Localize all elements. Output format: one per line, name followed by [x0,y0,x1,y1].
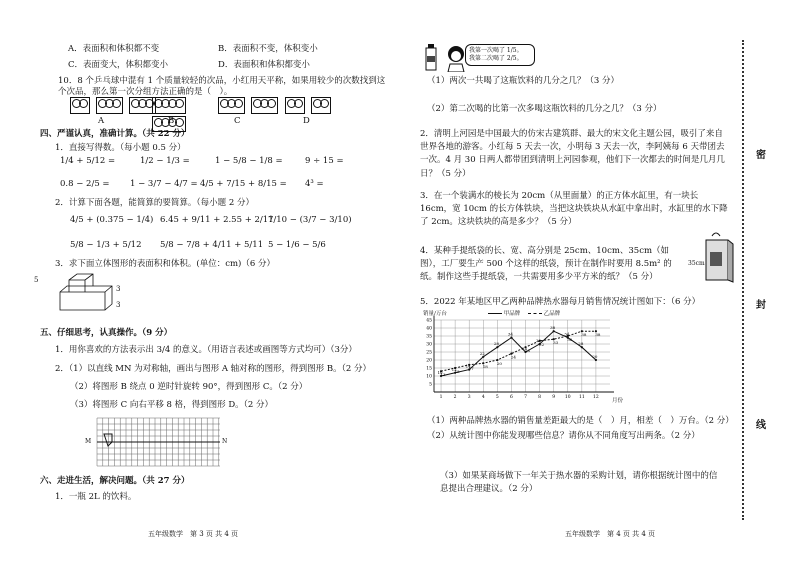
data-label: 28 [578,341,584,347]
speech-line-2: 我第二次喝了 2/5。 [469,54,523,62]
s5-q2c: （3）将图形 C 向右平移 8 格，得到图形 D。（2 分） [70,400,274,410]
s4-q2-instruction: 2．计算下面各题，能简算的要简算。（每小题 2 分） [55,198,254,208]
y-tick-label: 40 [426,326,432,332]
s4-q2-item: 5 − 1/6 − 5/6 [268,240,326,250]
chart-series [440,330,597,377]
edge-mark: 封 [756,300,766,311]
x-tick-label: 7 [524,395,527,400]
r-q5-2: （2）从统计图中你能发现哪些信息？请你从不同角度写出两条。（2 分） [427,431,700,441]
y-tick-label: 5 [429,382,432,388]
grid-label-m: M [85,438,92,445]
data-point [595,359,597,361]
s4-q1-instruction: 1．直接写得数。（每小题 0.5 分） [55,143,186,153]
y-tick-label: 45 [426,318,432,324]
r-q1a: （1）两次一共喝了这瓶饮料的几分之几？（3 分） [427,76,620,86]
s4-q3-instruction: 3．求下面立体图形的表面积和体积。(单位：cm)（6 分） [55,259,275,269]
data-label: 25 [521,346,528,351]
legend-b: 乙品牌 [543,311,561,317]
x-tick-label: 2 [453,395,457,400]
edge-mark: 密 [756,150,766,161]
solid-figure [55,272,125,314]
x-tick-label: 6 [510,395,513,400]
q10-label-d: D [303,116,310,126]
x-tick-label: 9 [552,395,556,400]
q10-label-b: B [168,116,175,126]
data-label: 38 [595,332,601,338]
chart-ylabel: 销量/万台 [423,311,447,317]
speech-line-1: 我第一次喝了 1/5。 [469,47,523,54]
x-tick-label: 4 [481,395,485,400]
data-point [510,337,512,339]
q10-label-a: A [98,116,105,126]
s4-q2-item: 5/8 − 1/3 + 5/12 [70,240,142,250]
data-label: 24 [510,354,516,360]
page-footer-left: 五年级数学 第 3 页 共 4 页 [148,530,239,538]
r-q1b: （2）第二次喝的比第一次多喝这瓶饮料的几分之几？（3 分） [427,104,662,114]
chart-yticks [426,318,432,388]
chart-legend [488,311,560,318]
y-tick-label: 35 [426,334,432,340]
data-label: 28 [493,341,499,347]
chart-xlabel: 月份 [612,398,624,404]
data-label: 10 [437,370,443,375]
y-tick-label: 30 [426,342,432,348]
r-q3: 3．在一个装满水的棱长为 20cm（从里面量）的正方体水缸里，有一块长 16cm，宽 10cm 的长方体铁块，当把这块铁块从水缸中拿出时，水缸里的水下降了 2cm。这块铁块的高是多少？（5 分） [420,191,728,228]
data-point [581,346,583,348]
data-label: 35 [567,337,573,342]
chart-xticks [440,394,599,400]
data-label: 28 [524,348,531,354]
q10-text: 10．8 个乒乓球中混有 1 个质量较轻的次品，小红用天平称，如果用较少的次数找到这个次品，那么第一次分组方法正确的是（ ）。 [58,76,386,97]
paper-bag-illustration [700,232,736,284]
data-label: 14 [465,363,471,369]
data-label: 17 [468,365,474,371]
data-label: 15 [454,369,460,374]
series-line-2 [441,331,596,371]
data-label: 13 [440,372,446,378]
speech-bubble [465,44,535,66]
grid-paper [92,416,224,468]
dim-label: 3 [116,285,121,293]
grid-label-n: N [222,438,228,445]
q10-label-c: C [234,116,241,126]
data-label: 38 [550,325,556,331]
q9-option-a: A．表面积和体积都不变 [68,44,160,54]
section5-title: 五、仔细思考，认真操作。（9 分） [40,328,173,338]
data-label: 20 [496,361,502,366]
edge-mark: 线 [756,420,766,431]
s5-q1: 1．用你喜欢的方法表示出 3/4 的意义。（用语言表述或画图等方式均可）（3分） [55,345,357,355]
legend-a: 甲品牌 [503,311,521,317]
r-q5-1: （1）两种品牌热水器的销售量差距最大的是（ ）月，相差（ ）万台。（2 分） [427,416,734,426]
x-tick-label: 3 [467,395,471,400]
section4-title: 四、严谨认真，准确计算。（共 22 分） [40,129,190,139]
q9-option-d: D．表面积和体积都变小 [218,60,310,70]
chart-axes [434,316,614,392]
data-label: 32 [539,341,545,347]
s4-q1-item: 4/5 + 7/15 + 8/15 = [200,179,287,189]
x-tick-label: 8 [538,395,542,400]
q10-figure-a [70,97,162,114]
dim-label: 3 [116,301,121,309]
x-tick-label: 5 [495,395,499,400]
s4-q2-item: 6.45 + 9/11 + 2.55 + 2/11 [160,215,274,225]
r-q5-3: （3）如果某商场做下一年关于热水器的采购计划，请你根据统计图中的信息提出合理建议。（2 分） [440,471,718,495]
data-point [496,346,498,348]
x-tick-label: 11 [578,395,585,400]
s4-q1-item: 9 ÷ 15 = [305,156,344,166]
s4-q1-item: 1 − 3/7 − 4/7 = [130,179,198,189]
y-tick-label: 10 [426,374,432,380]
binding-line [742,40,746,520]
s4-q1-item: 0.8 − 2/5 = [60,179,110,189]
data-label: 34 [564,331,570,337]
data-point [482,356,484,358]
s4-q1-item: 1 − 5/8 − 1/8 = [215,156,283,166]
bag-dim-label: 35cm [688,260,705,267]
r-q5: 5．2022 年某地区甲乙两种品牌热水器每月销售情况统计图如下：（6 分） [420,297,701,307]
data-label: 20 [592,354,598,359]
s4-q1-item: 1/2 − 1/3 = [140,156,190,166]
s4-q1-item: 4³ = [305,179,324,189]
q9-option-c: C．表面变大，体积都变小 [68,60,169,70]
section6-title: 六、走进生活，解决问题。（共 27 分） [40,476,190,486]
q10-figure-b [152,97,192,132]
x-tick-label: 12 [593,395,599,400]
y-tick-label: 20 [426,358,432,364]
s4-q1-item: 1/4 + 5/12 = [60,156,116,166]
data-label: 18 [482,364,488,370]
r-q4: 4．某种手提纸袋的长、宽、高分别是 25cm、10cm、35cm（如图），工厂要生产 500 个这样的纸袋，预计在制作时要用 8.5m² 的纸。制作这些手提纸袋，一共需要用多少平方米的纸？（5 分） [420,246,672,283]
q10-figure-c [218,97,284,114]
data-label: 22 [479,350,485,356]
s5-q2b: （2）将图形 B 绕点 0 逆时针旋转 90°，得到图形 C。（2 分） [70,382,308,392]
y-tick-label: 15 [426,366,432,372]
s4-q2-item: 5/8 − 7/8 + 4/11 + 5/11 [160,240,264,250]
chart-grid [434,320,610,392]
s6-q1: 1．一瓶 2L 的饮料。 [55,492,137,502]
q10-figure-d [285,97,337,114]
data-label: 12 [451,366,457,372]
x-tick-label: 1 [439,395,443,400]
data-label: 30 [536,338,542,343]
s5-q2: 2．（1）以直线 MN 为对称轴，画出与图形 A 轴对称的图形，得到图形 B。（2 分） [55,364,371,374]
s4-q2-item: 7/10 − (3/7 − 3/10) [268,215,352,225]
y-tick-label: 25 [426,350,432,356]
data-point [553,330,555,332]
q9-option-b: B．表面积不变，体积变小 [218,44,318,54]
data-label: 33 [553,340,559,346]
r-q2: 2．清明上河园是中国最大的仿宋古建筑群、最大的宋文化主题公园，吸引了来自世界各地的游客。小红每 5 天去一次，小明每 3 天去一次，李阿姨每 6 天带团去一次。4 月 30 日两人都带团到清明上河园参观，他们下一次都去的时间是几月几日？（5 分） [420,129,725,179]
s4-q2-item: 4/5 + (0.375 − 1/4) [70,215,154,225]
line-chart [420,310,620,406]
series-line-1 [441,331,596,376]
data-label: 34 [507,331,513,337]
dim-label: 5 [34,276,39,284]
data-label: 38 [581,332,587,338]
page-footer-right: 五年级数学 第 4 页 共 4 页 [565,530,656,538]
x-tick-label: 10 [564,395,571,400]
